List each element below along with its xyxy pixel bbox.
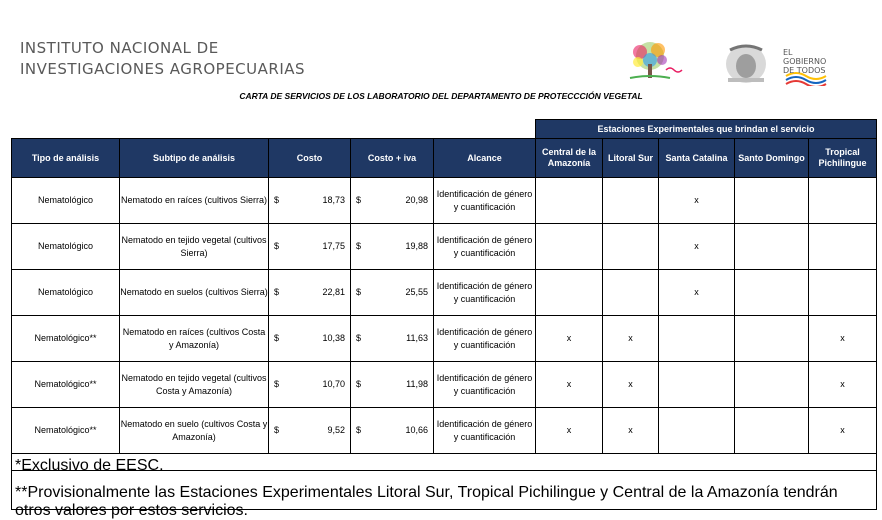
table-row <box>12 270 877 316</box>
col-central-amazonia: Central de la Amazonía <box>536 139 603 178</box>
institute-line-2: INVESTIGACIONES AGROPECUARIAS <box>20 60 306 78</box>
cell-tipo: Nematológico** <box>12 316 120 362</box>
cell-central-amazonia <box>536 224 603 270</box>
cell-tipo: Nematológico** <box>12 362 120 408</box>
cell-santo-domingo <box>735 178 809 224</box>
cell-tropical-pichilingue <box>809 224 877 270</box>
cell-costo-iva <box>351 178 434 224</box>
cell-alcance: Identificación de género y cuantificación <box>434 270 536 316</box>
col-santo-domingo: Santo Domingo <box>735 139 809 178</box>
cell-subtipo: Nematodo en suelo (cultivos Costa y Amazonía) <box>120 408 269 454</box>
cell-costo <box>269 270 351 316</box>
amount: 9,52 <box>327 425 345 435</box>
cell-subtipo: Nematodo en tejido vegetal (cultivos Costa y Amazonía) <box>120 362 269 408</box>
cell-subtipo: Nematodo en raíces (cultivos Costa y Amazonía) <box>120 316 269 362</box>
cell-costo <box>269 178 351 224</box>
cell-santa-catalina <box>659 316 735 362</box>
ecuador-coat-of-arms-logo <box>716 40 846 86</box>
cell-tropical-pichilingue: x <box>809 408 877 454</box>
currency-symbol: $ <box>356 287 362 297</box>
cell-costo <box>269 362 351 408</box>
cell-tipo: Nematológico <box>12 224 120 270</box>
currency-symbol: $ <box>356 425 362 435</box>
amount: 25,55 <box>405 287 428 297</box>
cell-costo <box>269 408 351 454</box>
amount: 20,98 <box>405 195 428 205</box>
cell-costo-iva <box>351 316 434 362</box>
cell-santo-domingo <box>735 408 809 454</box>
currency-symbol: $ <box>274 287 280 297</box>
currency-symbol: $ <box>274 425 280 435</box>
services-table <box>11 119 877 454</box>
cell-santo-domingo <box>735 224 809 270</box>
amount: 19,88 <box>405 241 428 251</box>
cell-santa-catalina: x <box>659 270 735 316</box>
cell-tropical-pichilingue <box>809 270 877 316</box>
stations-group-header: Estaciones Experimentales que brindan el servicio <box>536 120 877 139</box>
col-tipo: Tipo de análisis <box>12 139 120 178</box>
col-tropical-pichilingue: Tropical Pichilingue <box>809 139 877 178</box>
cell-tropical-pichilingue: x <box>809 316 877 362</box>
cell-litoral-sur <box>603 178 659 224</box>
table-row <box>12 178 877 224</box>
gobierno-logo-text: EL GOBIERNO DE TODOS <box>783 48 827 75</box>
currency-symbol: $ <box>356 195 362 205</box>
cell-litoral-sur: x <box>603 408 659 454</box>
table-row <box>12 408 877 454</box>
cell-tipo: Nematológico <box>12 178 120 224</box>
amount: 10,66 <box>405 425 428 435</box>
currency-symbol: $ <box>274 333 280 343</box>
cell-subtipo: Nematodo en raíces (cultivos Sierra) <box>120 178 269 224</box>
table-body <box>12 178 877 454</box>
amount: 22,81 <box>322 287 345 297</box>
cell-central-amazonia <box>536 178 603 224</box>
amount: 18,73 <box>322 195 345 205</box>
cell-tropical-pichilingue <box>809 178 877 224</box>
cell-alcance: Identificación de género y cuantificación <box>434 408 536 454</box>
currency-symbol: $ <box>274 195 280 205</box>
cell-tipo: Nematológico <box>12 270 120 316</box>
amount: 11,98 <box>406 379 428 389</box>
cell-santo-domingo <box>735 316 809 362</box>
currency-symbol: $ <box>274 379 280 389</box>
cell-santa-catalina <box>659 408 735 454</box>
col-santa-catalina: Santa Catalina <box>659 139 735 178</box>
cell-central-amazonia: x <box>536 316 603 362</box>
institute-line-1: INSTITUTO NACIONAL DE <box>20 39 219 57</box>
col-alcance: Alcance <box>434 139 536 178</box>
cell-alcance: Identificación de género y cuantificación <box>434 362 536 408</box>
currency-symbol: $ <box>356 241 362 251</box>
currency-symbol: $ <box>274 241 280 251</box>
document-title: CARTA DE SERVICIOS DE LOS LABORATORIO DEL DEPARTAMENTO DE PROTECCCIÓN VEGETAL <box>239 91 643 101</box>
cell-costo <box>269 316 351 362</box>
cell-tipo: Nematológico** <box>12 408 120 454</box>
amount: 17,75 <box>322 241 345 251</box>
cell-subtipo: Nematodo en suelos (cultivos Sierra) <box>120 270 269 316</box>
table-row <box>12 224 877 270</box>
cell-costo-iva <box>351 408 434 454</box>
cell-costo <box>269 224 351 270</box>
amount: 10,38 <box>322 333 345 343</box>
cell-costo-iva <box>351 224 434 270</box>
cell-santa-catalina: x <box>659 178 735 224</box>
cell-central-amazonia: x <box>536 362 603 408</box>
cell-central-amazonia <box>536 270 603 316</box>
table-row <box>12 362 877 408</box>
cell-santo-domingo <box>735 362 809 408</box>
cell-alcance: Identificación de género y cuantificación <box>434 316 536 362</box>
cell-santo-domingo <box>735 270 809 316</box>
cell-tropical-pichilingue: x <box>809 362 877 408</box>
footnote-1: *Exclusivo de EESC. <box>11 454 877 471</box>
cell-santa-catalina <box>659 362 735 408</box>
toda-una-vida-logo <box>610 40 690 84</box>
cell-subtipo: Nematodo en tejido vegetal (cultivos Sierra) <box>120 224 269 270</box>
amount: 10,70 <box>322 379 345 389</box>
col-litoral-sur: Litoral Sur <box>603 139 659 178</box>
cell-alcance: Identificación de género y cuantificación <box>434 178 536 224</box>
amount: 11,63 <box>406 333 428 343</box>
currency-symbol: $ <box>356 333 362 343</box>
col-costo: Costo <box>269 139 351 178</box>
cell-central-amazonia: x <box>536 408 603 454</box>
footnote-2: **Provisionalmente las Estaciones Experimentales Litoral Sur, Tropical Pichilingue y Central de la Amazonía tendrán otros valores por estos servicios. <box>11 470 877 510</box>
cell-litoral-sur <box>603 224 659 270</box>
cell-litoral-sur: x <box>603 316 659 362</box>
table-row <box>12 316 877 362</box>
cell-litoral-sur: x <box>603 362 659 408</box>
cell-alcance: Identificación de género y cuantificación <box>434 224 536 270</box>
currency-symbol: $ <box>356 379 362 389</box>
cell-litoral-sur <box>603 270 659 316</box>
table-header-row <box>12 139 877 178</box>
cell-costo-iva <box>351 362 434 408</box>
col-costo-iva: Costo + iva <box>351 139 434 178</box>
col-subtipo: Subtipo de análisis <box>120 139 269 178</box>
institute-name <box>20 38 305 80</box>
cell-santa-catalina: x <box>659 224 735 270</box>
cell-costo-iva <box>351 270 434 316</box>
